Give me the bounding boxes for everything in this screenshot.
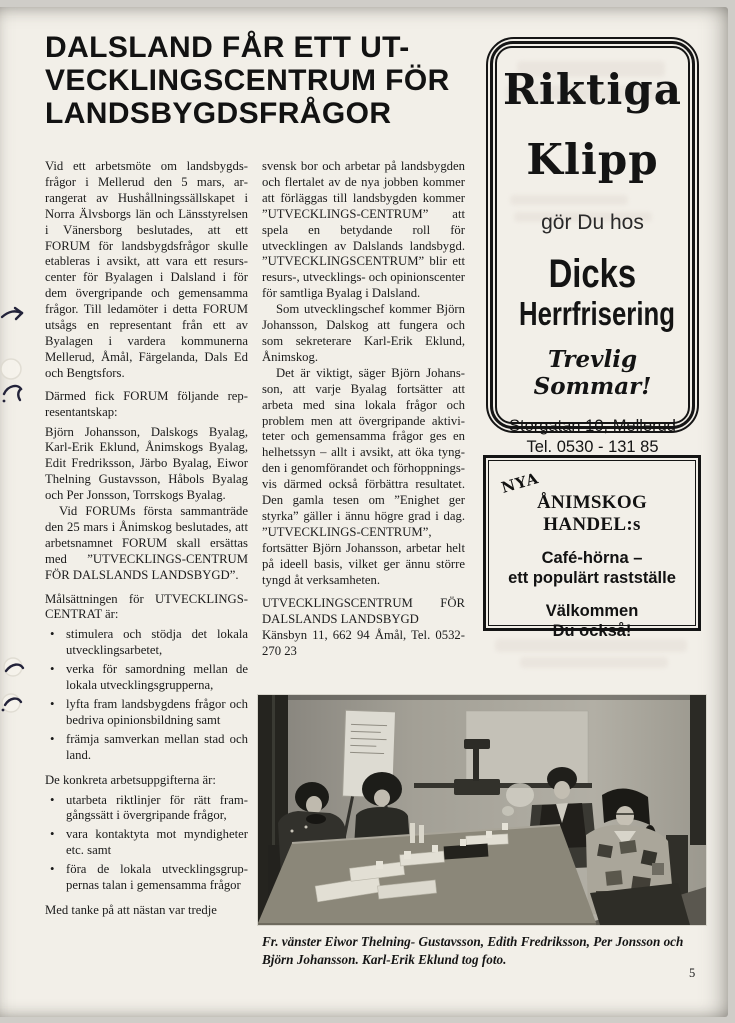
- ad-business-name: Dicks: [548, 252, 637, 296]
- punch-hole: [4, 658, 22, 676]
- list-item: • stimulera och stödja det lokala utvecklingsarbetet,: [45, 627, 248, 659]
- body-paragraph: De konkreta arbetsuppgifterna är:: [45, 772, 216, 787]
- ad-headline: Riktiga: [503, 65, 682, 114]
- ad-border-inner: [488, 460, 696, 640]
- ad-business-name: ÅNIMSKOG HANDEL:s: [536, 492, 648, 535]
- bleed-through: [520, 657, 668, 668]
- ad-text-line: Välkommen: [545, 602, 639, 620]
- ad-subline: gör Du hos: [541, 211, 644, 234]
- ad-text-line: ett populärt rastställe: [508, 569, 676, 587]
- pen-arrow-mark: [2, 308, 22, 319]
- body-paragraph: Björn Johansson, Dalskogs Byalag, Karl-Erik Eklund, Ånimskogs Byalag, Edit Fredriksson, Järbo Byalag, Eiwor Thelning Gustavsson, Håbols Byalag och Per Jonsson, Torrskogs Byalag.: [45, 424, 248, 503]
- goals-list: [45, 627, 248, 763]
- list-item: • främja samverkan mellan stad och land.: [45, 732, 248, 764]
- body-paragraph: Därmed fick FORUM följande representantskap:: [45, 388, 248, 419]
- title-line-2: VECKLINGSCENTRUM FÖR: [45, 64, 450, 97]
- ad-border-outer: [486, 37, 699, 456]
- article-title: [45, 31, 475, 130]
- body-paragraph: Vid ett arbetsmöte om landsbygdsfrågor i Mellerud den 5 mars, arrangerat av Hushållningssällskapet i Norra Älvsborgs län och Länsstyrelsen i Vänersborg beslutades, att ett FORUM för landsbygdsfrågor skulle etableras i avsikt, att vara ett resurscenter för Byalagen i Dalsland i för dem övergripande och gemensamma frågor. Till ledamöter i detta FORUM utsågs en representant från ett av Byalagen i vardera kommunerna Mellerud, Åmål, Färgelanda, Dals Ed och Bengtsfors.: [45, 159, 248, 380]
- ad-border-middle: [490, 41, 695, 456]
- magazine-page: [0, 7, 728, 1017]
- ad-headline: Klipp: [526, 135, 659, 184]
- contact-name: UTVECKLINGSCENTRUM FÖR DALSLANDS LANDSBYGD: [262, 596, 465, 627]
- article-column-1: [45, 159, 248, 926]
- ad-welcome: [489, 601, 695, 641]
- ad-phone: Tel. 0530 - 131 85: [526, 438, 659, 456]
- pen-curl-mark: [3, 386, 21, 402]
- list-item: • utarbeta riktlinjer för rätt framgångssätt i övergripande frågor,: [45, 793, 248, 825]
- page-number: 5: [689, 966, 696, 980]
- punch-hole: [1, 359, 21, 379]
- punch-hole: [2, 694, 20, 712]
- ad-border-outer: [483, 455, 701, 640]
- ad-business-name: Herrfrisering: [518, 295, 675, 332]
- ad-border-inner: [495, 46, 690, 456]
- list-item: • föra de lokala utvecklingsgruppernas talan i gemensamma frågor: [45, 862, 248, 894]
- ad-greeting: Trevlig Sommar!: [533, 346, 652, 400]
- handwritten-margin-marks: [0, 299, 30, 719]
- body-paragraph: Det är viktigt, säger Björn Johansson, att varje Byalag fortsätter att arbeta med sina lokala frågor och problem men att övergripande aktiviteter och gemensamma frågor ges en helhetssyn – allt i avsikt, att öka tyngden i genomförandet och förhoppningsvis därmed också förbättra resultatet. Den gamla tesen om ”Enighet ger styrka” gäller i ännu högre grad i dag. ”UTVECKLINGS-CENTRUM”, fortsätter Björn Johansson, arbetar helt på ideell basis, vilket ger ännu större tyngd åt verksamheten.: [262, 365, 465, 587]
- body-paragraph: Målsättningen för UTVECKLINGS-CENTRAT är:: [45, 591, 248, 622]
- contact-address: Känsbyn 11, 662 94 Åmål, Tel. 0532-270 23: [262, 628, 465, 659]
- title-line-1: DALSLAND FÅR ETT UT-: [45, 31, 410, 64]
- photo-caption: Fr. vänster Eiwor Thelning- Gustavsson, Edith Fredriksson, Per Jonsson och Björn Johansson. Karl-Erik Eklund tog foto.: [262, 934, 684, 967]
- body-paragraph: Vid FORUMs första sammanträde den 25 mars i Ånimskog beslutades, att arbetsnamnet FORUM skall ersättas med ”UTVECKLINGS-CENTRUM FÖR DALSLANDS LANDSBYGD”.: [45, 504, 248, 582]
- ad-animskog-handel: [483, 455, 701, 640]
- list-item: • vara kontaktyta mot myndigheter etc. samt: [45, 827, 248, 859]
- body-paragraph: Som utvecklingschef kommer Björn Johansson, Dalskog att fungera och som sekreterare Karl-Erik Eklund, Ånimskog.: [262, 302, 465, 364]
- right-curtain: [690, 695, 706, 845]
- body-paragraph: svensk bor och arbetar på landsbygden och flertalet av de nya jobben kommer att förläggas till landsbygden kommer ”UTVECKLINGS-CENTRUM” att spela en betydande roll för utvecklingen av Dalslands landsbygd. ”UTVECKLINGSCENTRUM” blir ett resurs-, utvecklings- och opinionscenter för samtliga Byalag i Dalsland.: [262, 159, 465, 301]
- tasks-list: [45, 793, 248, 894]
- list-item: • verka för samordning mellan de lokala utvecklingsgrupperna,: [45, 662, 248, 694]
- body-paragraph: Med tanke på att nästan var tredje: [45, 902, 217, 917]
- list-item: • lyfta fram landsbygdens frågor och bedriva opinionsbildning samt: [45, 697, 248, 729]
- article-column-2: [262, 159, 465, 660]
- ad-address: Storgatan 10, Mellerud: [509, 417, 676, 435]
- ad-tag: NYA: [499, 469, 541, 497]
- title-line-3: LANDSBYGDSFRÅGOR: [45, 97, 392, 130]
- ad-dicks-herrfrisering: [486, 37, 699, 456]
- flash-spot: [506, 783, 534, 807]
- meeting-photo: [258, 695, 706, 925]
- meeting-photo-illustration: [258, 695, 706, 925]
- ad-text-line: Du också!: [552, 622, 632, 640]
- ad-text-line: Café-hörna –: [541, 549, 643, 567]
- ad-text: [489, 548, 695, 588]
